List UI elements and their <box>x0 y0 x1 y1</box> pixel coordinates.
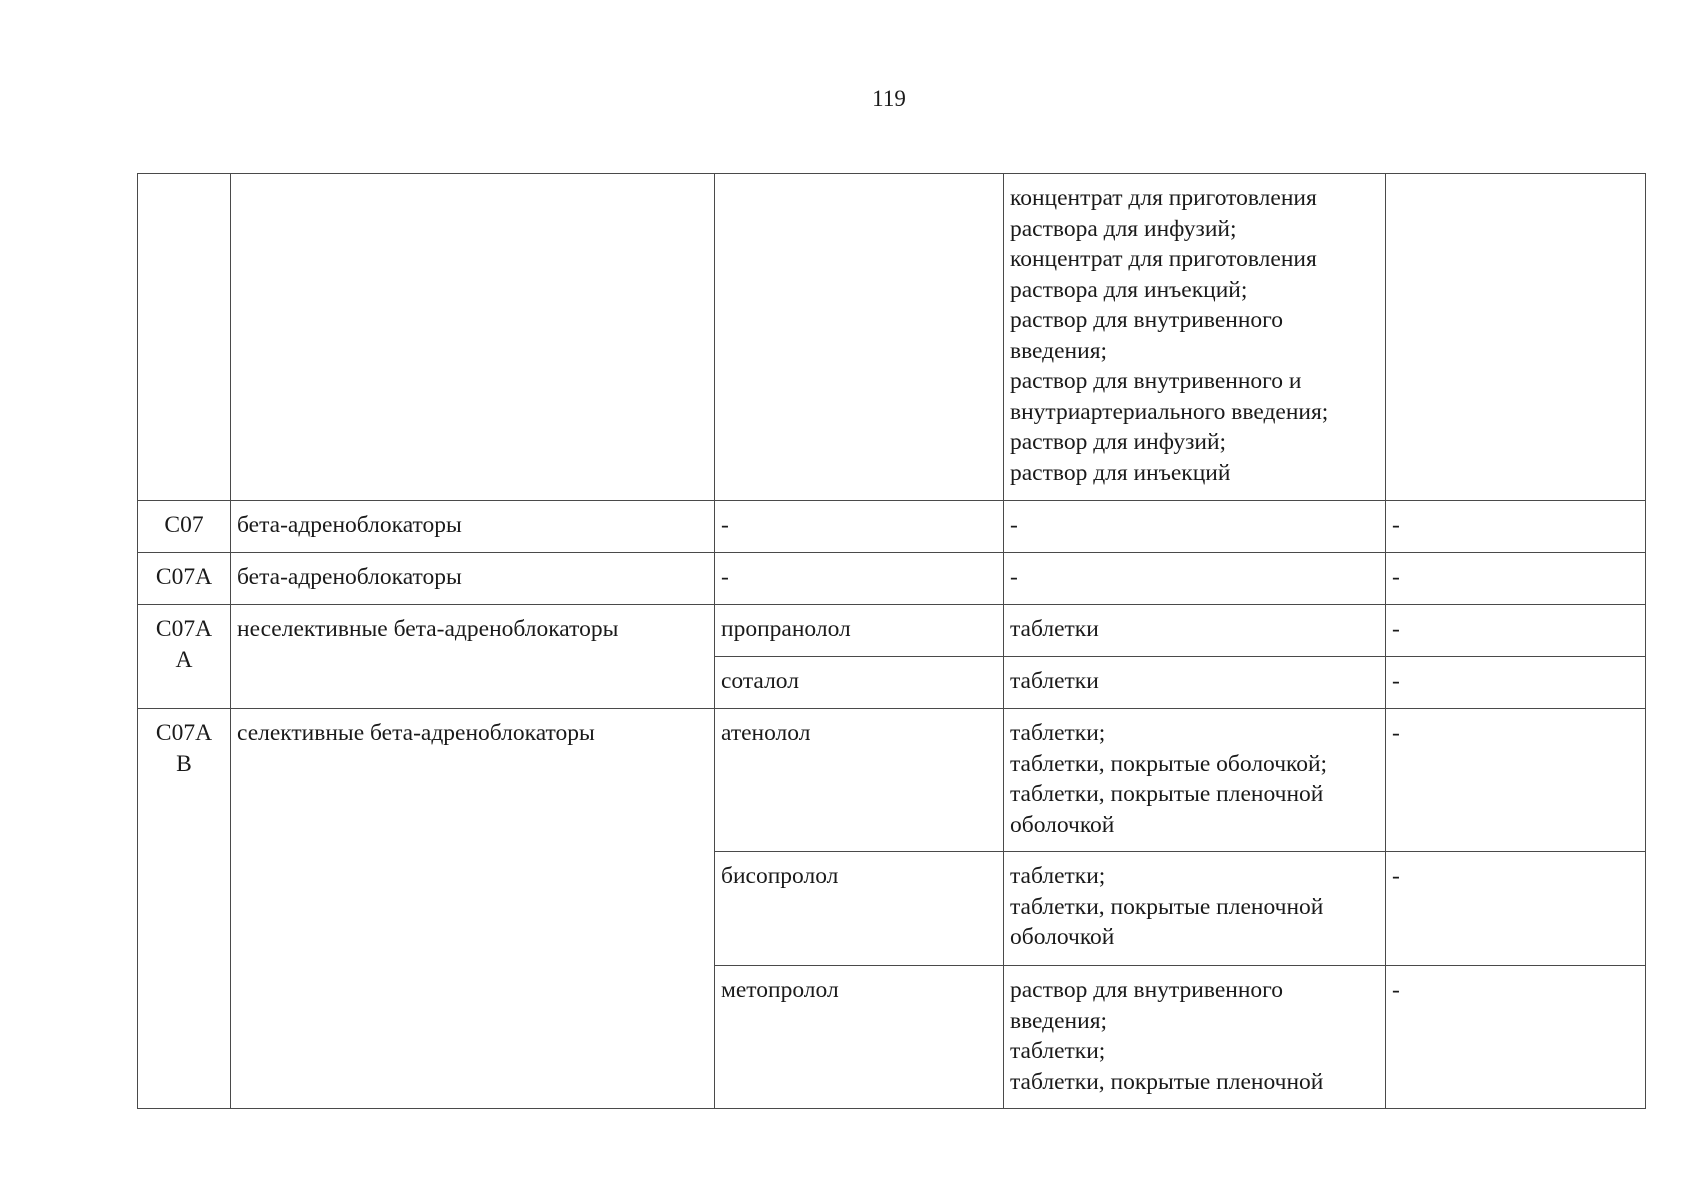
atc-code-cell <box>138 605 231 709</box>
dosage-form-line: оболочкой <box>1010 924 1115 950</box>
extra-cell: - <box>1386 605 1646 657</box>
table-row-c07ab-atenolol <box>138 709 1646 852</box>
table-row-continuation <box>138 174 1646 501</box>
table-row-c07 <box>138 501 1646 553</box>
extra-cell: - <box>1386 966 1646 1109</box>
atc-code-line: C07A <box>155 616 213 642</box>
dosage-form-line: раствор для внутривенного и <box>1010 368 1302 394</box>
atc-code-line: A <box>175 646 193 673</box>
atc-code-cell: C07A <box>138 553 231 605</box>
atc-group-cell: селективные бета-адреноблокаторы <box>231 709 715 1109</box>
dosage-form-cell <box>1004 605 1386 657</box>
dosage-form-line: концентрат для приготовления <box>1010 246 1317 272</box>
dosage-form-cell <box>1004 657 1386 709</box>
dosage-form-line: таблетки; <box>1010 720 1106 746</box>
atc-group-cell: бета-адреноблокаторы <box>231 553 715 605</box>
dosage-form-line: введения; <box>1010 337 1108 364</box>
medication-table <box>137 173 1646 1109</box>
atc-group-cell: неселективные бета-адреноблокаторы <box>231 605 715 709</box>
inn-cell: - <box>715 553 1004 605</box>
dosage-form-line: таблетки; <box>1010 1038 1106 1064</box>
inn-cell: - <box>715 501 1004 553</box>
extra-cell: - <box>1386 501 1646 553</box>
inn-cell: пропранолол <box>715 605 1004 657</box>
dosage-form-line: оболочкой <box>1010 811 1115 838</box>
dosage-form-cell <box>1004 174 1386 501</box>
inn-cell: метопролол <box>715 966 1004 1109</box>
dosage-form-line: введения; <box>1010 1007 1108 1034</box>
dosage-form-line: внутриартериального введения; <box>1010 398 1329 425</box>
dosage-form-line: таблетки, покрытые оболочкой; <box>1010 750 1328 777</box>
inn-cell: соталол <box>715 657 1004 709</box>
inn-cell: атенолол <box>715 709 1004 852</box>
table-row-c07aa-propranolol <box>138 605 1646 657</box>
dosage-form-line: таблетки, покрытые пленочной <box>1010 781 1324 807</box>
atc-code-cell <box>138 709 231 1109</box>
inn-cell: бисопролол <box>715 852 1004 966</box>
dosage-form-line: таблетки, покрытые пленочной <box>1010 1068 1324 1095</box>
dosage-form-line: раствор для внутривенного <box>1010 977 1283 1003</box>
atc-code-line: B <box>176 750 192 777</box>
dosage-form-line: раствор для внутривенного <box>1010 307 1283 333</box>
dosage-form-cell: - <box>1004 553 1386 605</box>
code-cell <box>138 174 231 501</box>
dosage-form-cell <box>1004 709 1386 852</box>
dosage-form-line: таблетки <box>1010 616 1099 642</box>
dosage-form-line: таблетки, покрытые пленочной <box>1010 893 1324 920</box>
table-row-c07a <box>138 553 1646 605</box>
dosage-form-line: концентрат для приготовления <box>1010 185 1317 211</box>
dosage-form-line: раствора для инфузий; <box>1010 215 1237 242</box>
dosage-form-line: таблетки; <box>1010 863 1106 889</box>
atc-code-cell: C07 <box>138 501 231 553</box>
extra-cell: - <box>1386 852 1646 966</box>
extra-cell: - <box>1386 709 1646 852</box>
dosage-form-cell <box>1004 966 1386 1109</box>
extra-cell: - <box>1386 657 1646 709</box>
dosage-form-cell <box>1004 852 1386 966</box>
atc-code-line: C07A <box>155 720 213 746</box>
extra-cell <box>1386 174 1646 501</box>
page-number: 119 <box>872 86 906 111</box>
inn-cell <box>715 174 1004 501</box>
dosage-form-line: таблетки <box>1010 668 1099 694</box>
extra-cell: - <box>1386 553 1646 605</box>
dosage-form-line: раствор для инфузий; <box>1010 429 1227 455</box>
dosage-form-line: раствор для инъекций <box>1010 459 1231 486</box>
dosage-form-cell: - <box>1004 501 1386 553</box>
atc-group-cell: бета-адреноблокаторы <box>231 501 715 553</box>
group-cell <box>231 174 715 501</box>
dosage-form-line: раствора для инъекций; <box>1010 276 1248 303</box>
